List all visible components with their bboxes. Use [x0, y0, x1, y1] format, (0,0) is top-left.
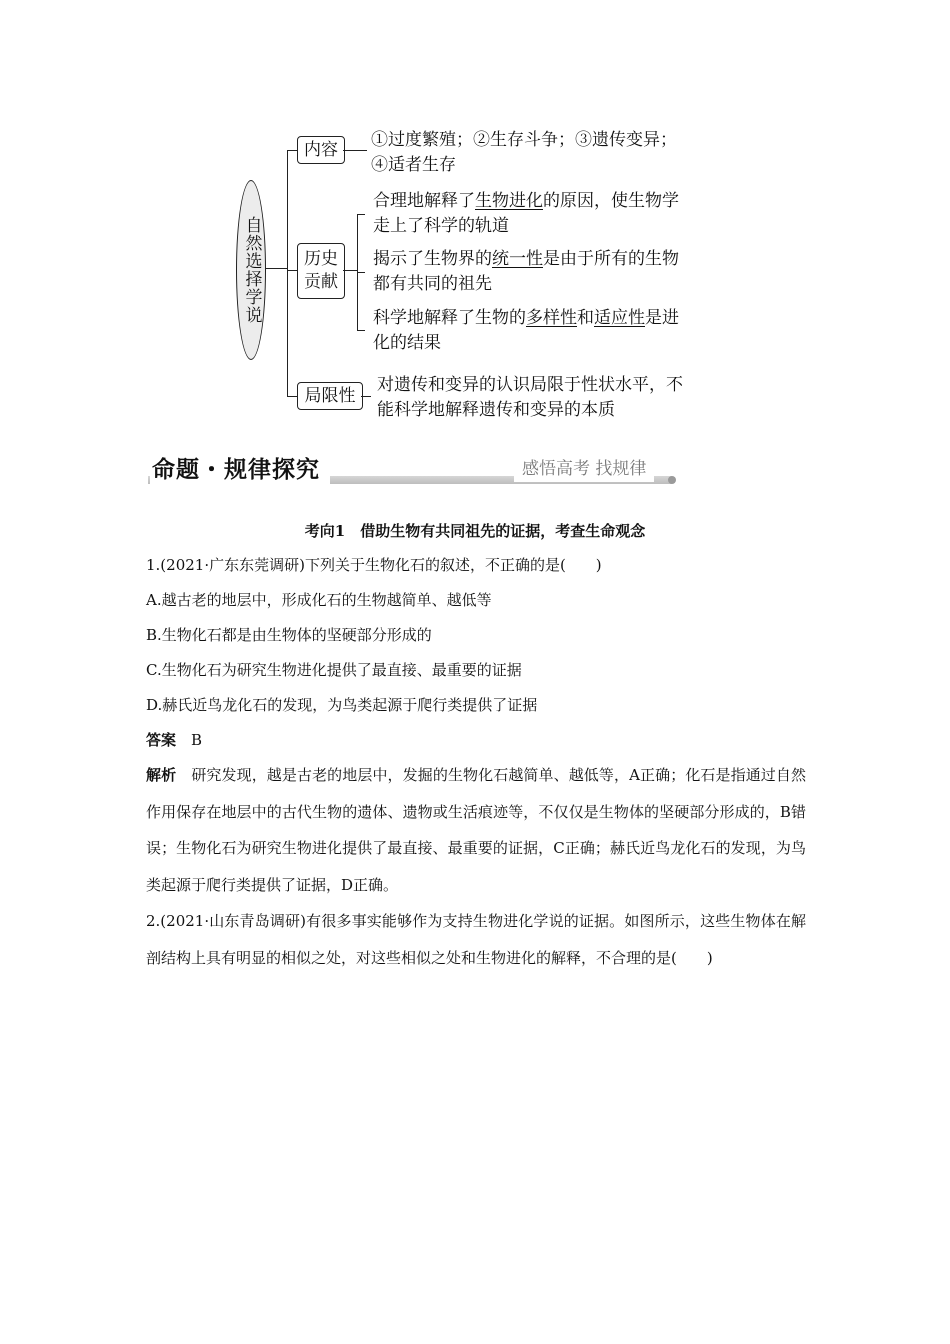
connector-history: [287, 270, 297, 271]
limitation-line-1: 对遗传和变异的认识局限于性状水平，不: [377, 375, 683, 395]
history-label-line-2: 贡献: [304, 272, 338, 292]
content-line-2: ④适者生存: [371, 155, 456, 175]
content-link: [343, 150, 367, 151]
analysis-label: 解析: [146, 766, 177, 784]
section-heading: 考向1 借助生物有共同祖先的证据，考查生命观念: [304, 522, 646, 540]
limitation-label: 局限性: [304, 385, 356, 406]
content-line-1: ①过度繁殖；②生存斗争；③遗传变异；: [371, 130, 677, 150]
mindmap-root-label: 自然选择学说: [241, 216, 262, 324]
banner-dot: [668, 476, 676, 484]
connector-trunk: [287, 150, 288, 396]
limitation-line-2: 能科学地解释遗传和变异的本质: [377, 400, 615, 420]
history-tick-3: [357, 330, 365, 331]
analysis-text: 研究发现，越是古老的地层中，发掘的生物化石越简单、越低等，A正确；化石是指通过自然作用保存在地层中的古代生物的遗体、遗物或生活痕迹等，不仅仅是生物体的坚硬部分形成的，B错误；生物化石为研究生物进化提供了最直接、最重要的证据，C正确；赫氏近鸟龙化石的发现，为鸟类起源于爬行类提供了证据，D正确。: [146, 766, 806, 894]
limitation-link: [361, 396, 371, 397]
connector-limitation: [287, 396, 297, 397]
content-box: [297, 136, 345, 164]
history-tick-2: [357, 272, 365, 273]
answer-label: 答案: [146, 731, 177, 749]
q1-option-a: A.越古老的地层中，形成化石的生物越简单、越低等: [146, 591, 492, 609]
history-item-1-line-1: 合理地解释了生物进化的原因，使生物学: [373, 191, 679, 211]
history-item-3-line-1: 科学地解释了生物的多样性和适应性是进: [373, 308, 679, 328]
q2-stem: 2.(2021·山东青岛调研)有很多事实能够作为支持生物进化学说的证据。如图所示，这些生物体在解剖结构上具有明显的相似之处，对这些相似之处和生物进化的解释，不合理的是( ): [146, 912, 806, 967]
banner-title: 命题・规律探究: [150, 455, 330, 485]
q1-option-d: D.赫氏近鸟龙化石的发现，为鸟类起源于爬行类提供了证据: [146, 696, 538, 714]
q1-option-c: C.生物化石为研究生物进化提供了最直接、最重要的证据: [146, 661, 522, 679]
history-item-2-line-1: 揭示了生物界的统一性是由于所有的生物: [373, 249, 679, 269]
q1-stem: 1.(2021·广东东莞调研)下列关于生物化石的叙述，不正确的是( ): [146, 556, 602, 574]
q1-option-b: B.生物化石都是由生物体的坚硬部分形成的: [146, 626, 432, 644]
connector-root: [265, 268, 287, 269]
history-tick-1: [357, 214, 365, 215]
history-link: [343, 270, 357, 271]
history-item-2-line-2: 都有共同的祖先: [373, 274, 492, 294]
mindmap-root-node: [236, 180, 266, 360]
history-box: [297, 243, 345, 299]
history-label-line-1: 历史: [304, 249, 338, 270]
q1-answer: [146, 729, 806, 751]
history-item-1-line-2: 走上了科学的轨道: [373, 216, 509, 236]
banner-subtitle: 感悟高考 找规律: [514, 456, 654, 482]
connector-content: [287, 150, 297, 151]
answer-value: B: [191, 731, 203, 749]
history-item-3-line-2: 化的结果: [373, 333, 441, 353]
content-label: 内容: [304, 139, 338, 160]
limitation-box: [297, 382, 363, 410]
q1-analysis: [146, 757, 806, 903]
